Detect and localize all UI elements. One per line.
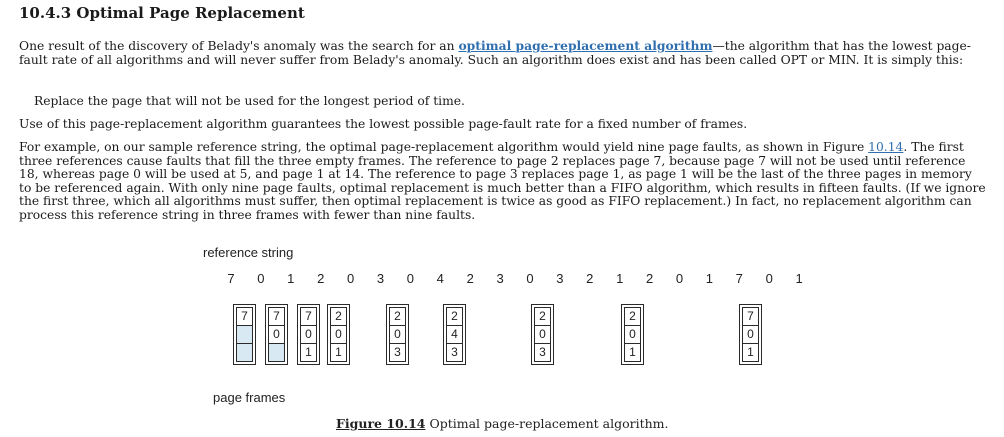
- frame-cell: 0: [389, 325, 406, 344]
- reference-char: 2: [317, 271, 325, 286]
- frame-cell: [236, 325, 253, 344]
- figure-caption-text: Optimal page-replacement algorithm.: [429, 416, 669, 431]
- frame-cell: [236, 343, 253, 362]
- frame-cell: 7: [300, 307, 317, 326]
- reference-char: 7: [735, 271, 743, 286]
- frame-cell: 2: [624, 307, 641, 326]
- reference-char: 7: [227, 271, 235, 286]
- optimal-algorithm-link[interactable]: optimal page-replacement algorithm: [458, 38, 713, 53]
- reference-char: 0: [406, 271, 414, 286]
- frame-cell: 2: [446, 307, 463, 326]
- frame-column: [624, 307, 641, 362]
- frame-cell: 3: [446, 343, 463, 362]
- frame-cell: [268, 343, 285, 362]
- reference-char: 3: [376, 271, 385, 286]
- frame-column: [534, 307, 551, 362]
- frame-column: [446, 307, 463, 362]
- reference-char: 0: [257, 271, 265, 286]
- frame-cell: 2: [330, 307, 347, 326]
- frame-column: [389, 307, 406, 362]
- frame-column: [330, 307, 347, 362]
- frame-cell: 7: [268, 307, 285, 326]
- reference-char: 3: [496, 271, 504, 286]
- example-text-after: . The first three references cause faults that fill the three empty frames. The reference to page 2 replaces page 7, because page 7 will not be used until reference 18, whereas page 0 will be used at 5, and page 1 at 14. The reference to page 3 replaces page 1, as page 1 will be the last of the three pages in memory to be referenced again. With only nine page faults, optimal replacement is much better than a FIFO algorithm, which results in fifteen faults. (If we ignore the first three, which all algorithms must suffer, then optimal replacement is twice as good as FIFO replacement.) In fact, no replacement algorithm can process this reference string in three frames with fewer than nine faults.: [19, 140, 986, 222]
- reference-char: 1: [287, 271, 295, 286]
- frame-cell: 1: [624, 343, 641, 362]
- reference-char: 2: [466, 271, 474, 286]
- intro-text-after: —the algorithm that has the lowest page-fault rate of all algorithms and will never suffer from Belady's anomaly. Such an algorithm does exist and has been called OPT or MIN. It is simply this:: [19, 39, 971, 67]
- frame-cell: 0: [742, 325, 759, 344]
- frame-cell: 0: [534, 325, 551, 344]
- frame-cell: 0: [330, 325, 347, 344]
- reference-char: 1: [616, 271, 624, 286]
- frame-column: [268, 307, 285, 362]
- section-title: 10.4.3 Optimal Page Replacement: [19, 4, 305, 22]
- frame-cell: 1: [742, 343, 759, 362]
- frame-cell: 0: [624, 325, 641, 344]
- reference-char: 0: [526, 271, 534, 286]
- frame-cell: 3: [389, 343, 406, 362]
- example-paragraph: [19, 141, 987, 222]
- frame-column: [742, 307, 759, 362]
- figure-caption-label: Figure 10.14: [336, 416, 426, 431]
- reference-char: 3: [556, 271, 564, 286]
- page-frames-label: page frames: [213, 390, 286, 405]
- example-text-before: For example, on our sample reference string, the optimal page-replacement algorithm would yield nine page faults, as shown in Figure: [19, 140, 869, 154]
- reference-char: 0: [346, 271, 355, 286]
- reference-char: 4: [436, 271, 444, 286]
- reference-char: 2: [645, 271, 654, 286]
- frame-cell: 7: [236, 307, 253, 326]
- reference-char: 0: [675, 271, 684, 286]
- reference-char: 2: [586, 271, 594, 286]
- reference-char: 1: [795, 271, 803, 286]
- frame-cell: 1: [300, 343, 317, 362]
- frame-cell: 0: [268, 325, 285, 344]
- intro-text-before: One result of the discovery of Belady's anomaly was the search for an: [19, 39, 459, 53]
- intro-paragraph: [19, 39, 984, 67]
- figure-caption: [336, 416, 668, 431]
- frame-cell: 1: [330, 343, 347, 362]
- frame-cell: 7: [742, 307, 759, 326]
- reference-char: 0: [765, 271, 773, 286]
- frame-cell: 0: [300, 325, 317, 344]
- reference-string-label: reference string: [203, 245, 294, 260]
- frame-cell: 4: [446, 325, 463, 344]
- frame-column: [236, 307, 253, 362]
- frame-cell: 2: [534, 307, 551, 326]
- rule-quote: Replace the page that will not be used for the longest period of time.: [34, 94, 465, 108]
- figure-reference-link[interactable]: 10.14: [868, 140, 904, 154]
- reference-char: 1: [705, 271, 713, 286]
- frame-cell: 2: [389, 307, 406, 326]
- frame-cell: 3: [534, 343, 551, 362]
- frame-column: [300, 307, 317, 362]
- guarantee-paragraph: Use of this page-replacement algorithm guarantees the lowest possible page-fault rate for a fixed number of frames.: [19, 117, 748, 131]
